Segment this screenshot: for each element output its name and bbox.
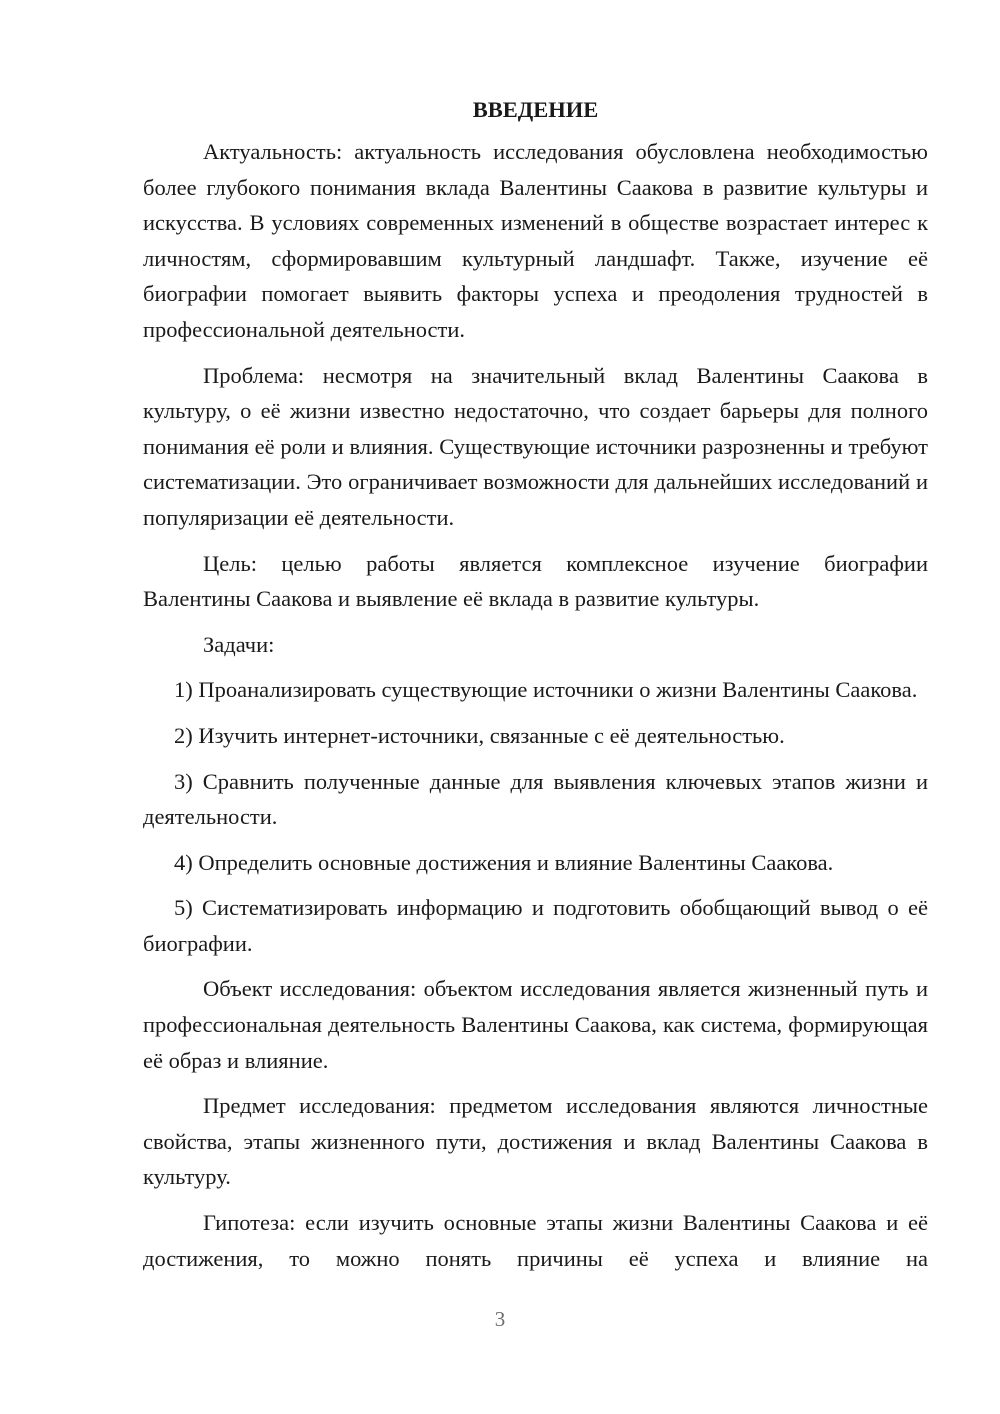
task-item-2: 2) Изучить интернет-источники, связанные с её деятельностью. [174,722,785,748]
page-number: 3 [494,1307,506,1331]
problem-paragraph: Проблема: несмотря на значительный вклад Валентины Саакова в культуру, о её жизни известно недостаточно, что создает барьеры для полного понимания её роли и влияния. Существующие источники разрозненны и требуют систематизации. Это ограничивает возможности для дальнейших исследований и популяризации её деятельности. [143,362,928,530]
section-heading: ВВЕДЕНИЕ [472,97,599,122]
task-item-3: 3) Сравнить полученные данные для выявления ключевых этапов жизни и деятельности. [143,768,928,830]
task-item-1: 1) Проанализировать существующие источники о жизни Валентины Саакова. [174,677,918,703]
document-page [143,92,928,1286]
relevance-paragraph: Актуальность: актуальность исследования обусловлена необходимостью более глубокого понимания вклада Валентины Саакова в развитие культуры и искусства. В условиях современных изменений в обществе возрастает интерес к личностям, сформировавшим культурный ландшафт. Также, изучение её биографии помогает выявить факторы успеха и преодоления трудностей в профессиональной деятельности. [143,139,928,342]
task-item-5: 5) Систематизировать информацию и подготовить обобщающий вывод о её биографии. [143,895,928,956]
object-paragraph: Объект исследования: объектом исследования является жизненный путь и профессиональная деятельность Валентины Саакова, как система, формирующая её образ и влияние. [143,976,928,1073]
goal-paragraph: Цель: целью работы является комплексное изучение биографии Валентины Саакова и выявление её вклада в развитие культуры. [143,550,928,612]
subject-paragraph: Предмет исследования: предметом исследования являются личностные свойства, этапы жизненного пути, достижения и вклад Валентины Саакова в культуру. [143,1093,928,1190]
task-item-4: 4) Определить основные достижения и влияние Валентины Саакова. [174,849,834,875]
tasks-label: Задачи: [203,631,275,657]
hypothesis-paragraph: Гипотеза: если изучить основные этапы жизни Валентины Саакова и её достижения, то можно понять причины её успеха и влияние на [143,1210,928,1271]
